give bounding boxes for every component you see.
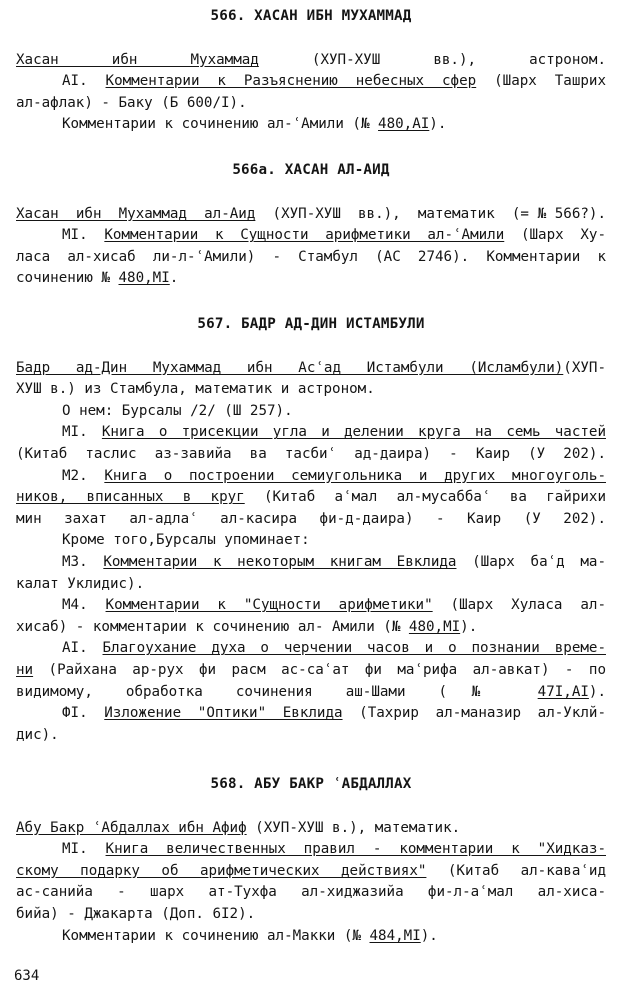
line-text: (Шарх Ташрих [476, 73, 606, 90]
line-underlined-text: ников, вписанных в круг [16, 489, 245, 506]
entry-heading: 566а. ХАСАН АЛ-АИД [232, 162, 390, 178]
entry-line [16, 660, 606, 682]
line-underlined-text: Комментарии к Разъяснению небесных сфер [105, 73, 477, 90]
line-underlined-text: Книга о трисекции угла и делении круга на семь частей [101, 424, 606, 441]
line-prefix: ФI. [62, 705, 105, 722]
line-suffix: ). [420, 927, 438, 944]
line-underlined-text: Комментарии к Сущности арифметики ал-ʿАмили [104, 227, 505, 244]
line-text: ал-афлак) - Баку (Б 600/I). [16, 94, 247, 111]
line-text: О нем: Бурсалы /2/ (Ш 257). [62, 402, 293, 419]
entry-heading: 566. ХАСАН ИБН МУХАММАД [210, 8, 412, 24]
line-text: видимому, обработка сочинения аш-Шами (№ [16, 683, 538, 700]
entry-566a [16, 160, 606, 290]
entry-line [16, 818, 606, 840]
entry-line [16, 509, 606, 531]
entry-line [16, 882, 606, 904]
line-suffix: . [169, 270, 179, 287]
line-text: (ХУП-ХУШ в.), математик. [246, 819, 461, 836]
line-text: калат Уклидис). [16, 575, 145, 592]
entry-line [16, 552, 606, 574]
line-text: хисаб) - комментарии к сочинению ал- Амили (№ [16, 618, 409, 635]
line-prefix: МI. [62, 227, 105, 244]
entry-line [16, 926, 606, 948]
entry-line [16, 638, 606, 660]
line-prefix: AI. [62, 73, 106, 90]
entry-line [16, 595, 606, 617]
line-underlined-text: 47I,AI [537, 683, 589, 700]
entry-line [16, 466, 606, 488]
entry-567 [16, 314, 606, 746]
line-prefix: М3. [62, 553, 104, 570]
line-text: (Шарх баʿд ма- [456, 553, 606, 570]
entry-line [16, 247, 606, 269]
line-text: (Шарх Ху- [504, 227, 606, 244]
line-underlined-text: Изложение "Оптики" Евклида [104, 705, 343, 722]
line-text: ас-санийа - шарх ат-Тухфа ал-хиджазийа фи-л-аʿмал ал-хиса- [16, 884, 606, 901]
line-underlined-text: Бадр ад-Дин Мухаммад ибн Асʿад Истамбули (Исламбули) [16, 359, 564, 376]
entry-line [16, 444, 606, 466]
line-underlined-text: скому подарку об арифметических действиях" [16, 862, 427, 879]
line-underlined-text: ни [16, 661, 34, 678]
line-text: Кроме того,Бурсалы упоминает: [62, 532, 310, 549]
entry-line [16, 204, 606, 226]
line-underlined-text: Комментарии к некоторым книгам Евклида [103, 553, 457, 570]
entry-line [16, 268, 606, 290]
line-prefix: МI. [62, 841, 106, 858]
entry-line [16, 379, 606, 401]
line-text: (Китаб аʿмал ал-мусаббаʿ ва гайрихи [244, 489, 606, 506]
entry-line [16, 682, 606, 704]
line-underlined-text: Хасан ибн Мухаммад [16, 51, 259, 68]
entry-line [16, 71, 606, 93]
entry-line [16, 861, 606, 883]
entry-line [16, 574, 606, 596]
line-text: (ХУП- [563, 359, 606, 376]
line-text: Комментарии к сочинению ал-Макки (№ [62, 927, 370, 944]
entry-line [16, 358, 606, 380]
line-text: (ХУП-ХУШ вв.), математик (=№566?). [255, 205, 606, 222]
entry-line [16, 703, 606, 725]
line-text: (Тахрир ал-маназир ал-Уклй- [342, 705, 606, 722]
line-underlined-text: 480,AI [378, 116, 430, 133]
line-suffix: ). [588, 683, 606, 700]
line-underlined-text: Книга величественных правил - комментарии к "Хидказ- [105, 841, 606, 858]
entry-line [16, 617, 606, 639]
entry-line [16, 93, 606, 115]
line-suffix: ). [460, 618, 478, 635]
line-suffix: ). [429, 116, 447, 133]
line-prefix: МI. [62, 424, 102, 441]
line-text: (Райхана ар-рух фи расм ас-саʿат фи маʿрифа ал-авкат) - по [33, 661, 606, 678]
entry-heading: 568. АБУ БАКР ʿАБДАЛЛАХ [210, 776, 412, 792]
entry-line [16, 904, 606, 926]
entry-line [16, 114, 606, 136]
entry-line [16, 401, 606, 423]
line-prefix: М4. [62, 597, 106, 614]
line-underlined-text: Книга о построении семиугольника и других многоуголь- [104, 467, 606, 484]
line-text: (Шарх Хуласа ал- [432, 597, 606, 614]
line-underlined-text: 480,МI [408, 618, 461, 635]
entry-line [16, 725, 606, 747]
line-prefix: AI. [62, 640, 103, 657]
line-underlined-text: 480,МI [118, 270, 170, 287]
line-text: (ХУП-ХУШ вв.), астроном. [258, 51, 606, 68]
entry-566 [16, 6, 606, 136]
line-text: (Китаб таслис аз-завийа ва тасбиʿ ад-даира) - Каир (У 202). [16, 445, 606, 462]
line-text: дис). [16, 726, 59, 743]
line-prefix: М2. [62, 467, 105, 484]
page-number: 634 [14, 968, 40, 984]
line-text: сочинению № [16, 270, 119, 287]
entry-568 [16, 774, 606, 947]
line-text: бийа) - Джакарта (Доп. 6I2). [16, 905, 256, 922]
line-underlined-text: Благоухание духа о черчении часов и о познании време- [102, 640, 606, 657]
entry-line [16, 839, 606, 861]
entry-heading: 567. БАДР АД-ДИН ИСТАМБУЛИ [197, 316, 425, 332]
entry-line [16, 225, 606, 247]
line-text: (Китаб ал-каваʿид [426, 862, 606, 879]
line-underlined-text: Комментарии к "Сущности арифметики" [105, 597, 433, 614]
entry-line [16, 50, 606, 72]
line-underlined-text: 484,МI [369, 927, 421, 944]
line-text: ХУШ в.) из Стамбула, математик и астроном. [16, 381, 375, 398]
line-text: ласа ал-хисаб ли-л-ʿАмили) - Стамбул (АС 2746). Комментарии к [16, 248, 606, 265]
line-underlined-text: Абу Бакр ʿАбдаллах ибн Афиф [16, 819, 247, 836]
line-text: мин захат ал-адлаʿ ал-касира фи-д-даира) - Каир (У 202). [16, 510, 606, 527]
entry-line [16, 422, 606, 444]
entry-line [16, 487, 606, 509]
line-underlined-text: Хасан ибн Мухаммад ал-Аид [16, 205, 256, 222]
line-text: Комментарии к сочинению ал-ʿАмили (№ [62, 116, 379, 133]
entry-line [16, 530, 606, 552]
